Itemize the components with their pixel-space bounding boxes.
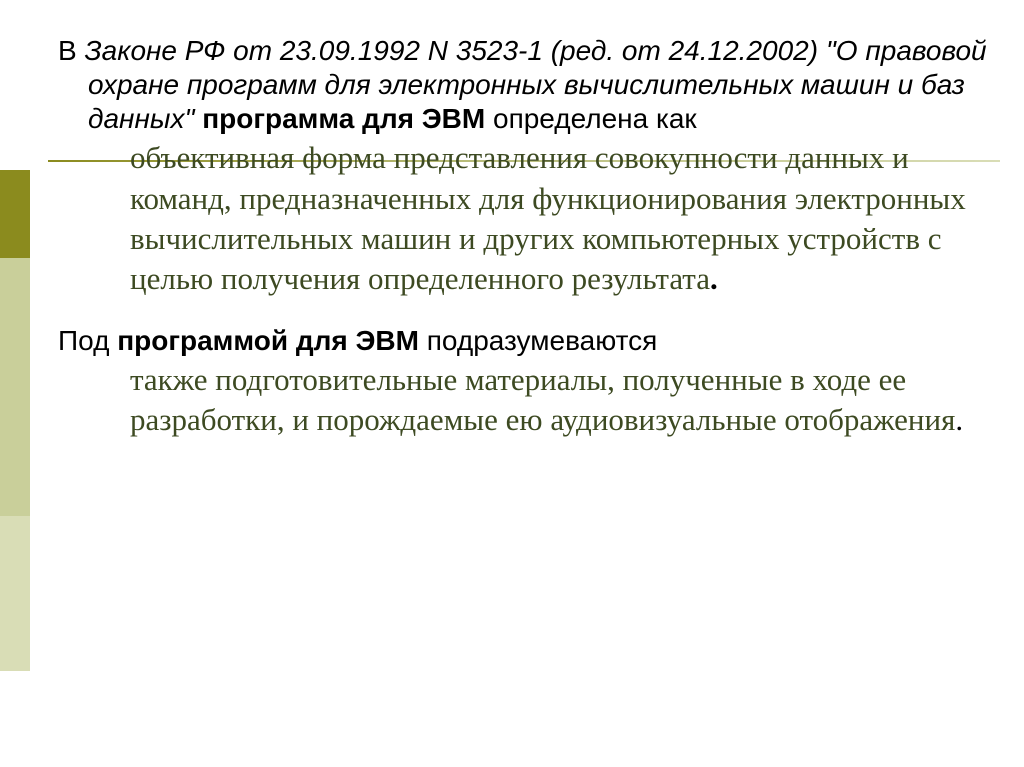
bullet-2-term: программой для ЭВМ bbox=[117, 324, 419, 356]
bullet-2-definition: также подготовительные материалы, полученные в ходе ее разработки, и порождаемые ею аудиовизуальные отображения bbox=[130, 361, 956, 438]
bullet-1-term: программа для ЭВМ bbox=[194, 103, 486, 135]
bar-segment-bottom bbox=[0, 671, 30, 767]
bullet-1-period: . bbox=[710, 261, 718, 297]
left-decoration-bar bbox=[0, 0, 30, 767]
bullet-2-suffix: подразумеваются bbox=[418, 324, 658, 356]
bullet-item-2-head bbox=[58, 324, 1008, 358]
bullet-item-2-body bbox=[58, 360, 1008, 441]
bar-segment-light bbox=[0, 516, 30, 671]
bullet-item-1-body bbox=[58, 138, 1008, 299]
bar-segment-top bbox=[0, 0, 30, 170]
bar-segment-dark bbox=[0, 170, 30, 258]
bullet-1-prefix: В bbox=[58, 35, 85, 66]
bar-segment-mid bbox=[0, 258, 30, 516]
bullet-2-prefix: Под bbox=[58, 324, 118, 356]
bullet-2-period: . bbox=[955, 402, 964, 438]
slide-content bbox=[58, 34, 1008, 440]
bullet-1-suffix: определена как bbox=[485, 103, 697, 135]
bullet-1-definition: объективная форма представления совокупности данных и команд, предназначенных для функционирования электронных вычислительных машин и других компьютерных устройств с целью получения определенного результата bbox=[130, 140, 966, 297]
bullet-1-law-citation: Законе РФ от 23.09.1992 N 3523-1 (ред. от 24.12.2002) "О правовой охране программ для электронных вычислительных машин и баз данных" bbox=[84, 35, 987, 135]
bullet-item-1-head bbox=[58, 34, 1008, 136]
